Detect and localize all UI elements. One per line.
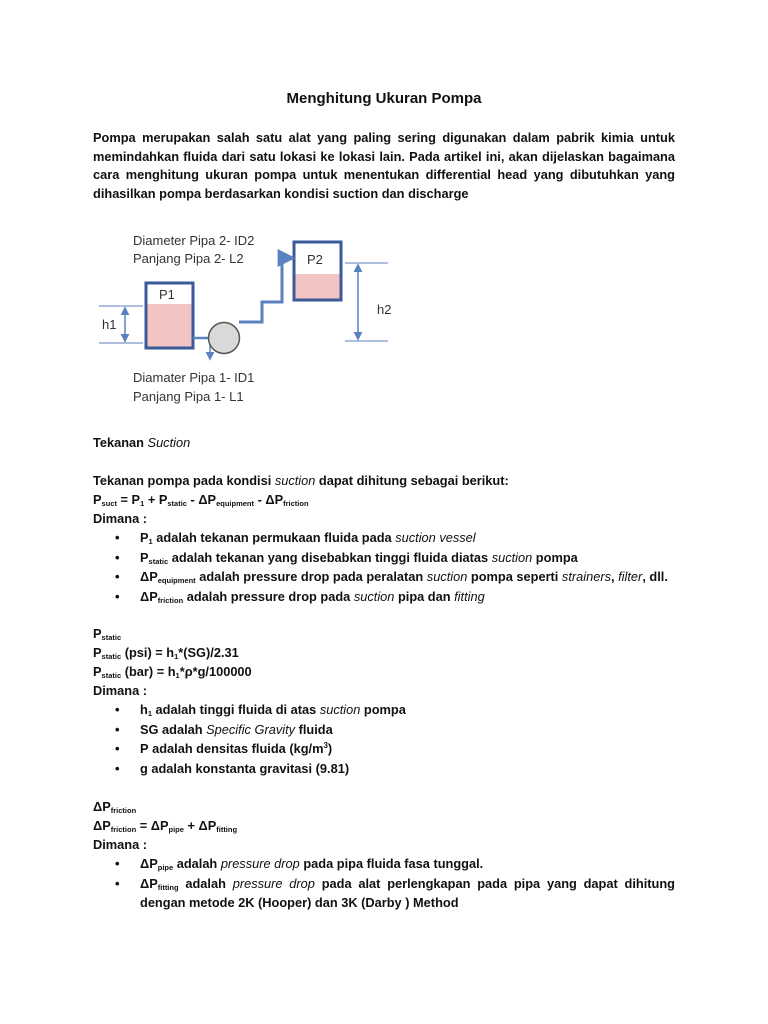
text-run: pompa [360,702,406,717]
text-run: friction [110,825,137,834]
text-run: adalah [173,856,221,871]
suction-section [93,471,693,606]
h2-label: h2 [377,302,392,317]
pipe2-length-label: Panjang Pipa 2- L2 [133,251,244,266]
text-run: Suction [147,435,191,450]
suction-formula [93,490,693,509]
text-run: ΔP [140,856,158,871]
text-run: friction [283,499,309,508]
text-run: discharge [408,185,469,201]
pipe2-diameter-label: Diameter Pipa 2- ID2 [133,233,255,248]
text-run: P [93,626,102,641]
text-run: - ΔP [186,492,217,507]
text-run: pada alat perlengkapan pada pipa yang dapat dihitung dengan metode 2K (Hooper) dan 3K (Darby ) Method [140,875,675,910]
page-title: Menghitung Ukuran Pompa [286,90,482,107]
text-run: , [611,569,619,585]
text-run: (bar) = h [121,664,176,679]
h1-label: h1 [102,317,117,332]
text-run: equipment [216,499,255,508]
text-run: 1 [175,671,180,680]
tank2-liquid [296,274,340,299]
text-run: fitting [157,882,179,892]
text-run: filter [618,569,643,585]
text-run: dan [378,185,409,201]
text-run: static [148,556,169,566]
text-run: suction [274,473,316,488]
text-run: P [93,664,102,679]
text-run: Specific Gravity [206,721,296,737]
text-run: 3 [323,741,328,751]
list-item [93,700,693,720]
text-run: friction [110,806,137,815]
text-run: suction [491,549,533,565]
list-item [93,720,693,740]
text-run: P [140,549,149,565]
text-run: = ΔP [136,818,169,833]
text-run: static [101,652,122,661]
pump-diagram-svg [93,222,413,412]
text-run: 1 [174,652,179,661]
text-run: SG adalah [140,721,207,737]
text-run: ) [327,741,333,757]
text-run: static [101,671,122,680]
static-dimana-label: Dimana : [93,683,148,698]
text-run: fluida [295,721,333,737]
text-run: = P [116,492,141,507]
list-item [93,759,693,779]
text-run: yang dibutuhkan yang dihasilkan pompa berdasarkan kondisi [93,167,676,201]
text-run: + P [144,492,168,507]
text-run: dapat dihitung sebagai berikut: [315,473,509,488]
text-run: static [167,499,187,508]
static-formula-psi [93,643,693,662]
text-run: *ρ*g/100000 [179,664,252,679]
pump-icon [209,323,240,354]
text-run: suction [319,702,361,717]
list-item [93,528,693,548]
list-item [93,548,693,568]
text-run: pompa seperti [467,569,562,585]
pipe-guide [239,258,295,320]
text-run: friction [157,595,184,605]
list-item [93,587,693,607]
text-run: suction vessel [395,530,476,545]
text-run: ΔP [140,569,158,585]
friction-dimana-label: Dimana : [93,837,148,852]
text-run: adalah pressure drop pada [183,588,354,604]
text-run: suction [353,588,395,604]
text-run: equipment [157,576,196,586]
list-item [93,739,693,759]
text-run: adalah tekanan permukaan fluida pada [152,530,396,545]
text-run: pipe [168,825,184,834]
text-run: pipa dan [394,588,455,604]
text-run: , dll. [642,569,668,585]
text-run: ΔP [140,588,158,604]
friction-formula [93,816,693,835]
text-run: g adalah konstanta gravitasi (9.81) [140,760,350,776]
static-bullet-list [93,700,693,778]
text-run: Ρ adalah densitas fluida (kg/m [140,741,324,757]
pipe1-length-label: Panjang Pipa 1- L1 [133,389,244,404]
tank1-label: P1 [159,287,175,302]
static-formula-bar [93,662,693,681]
text-run: 1 [140,499,145,508]
suction-heading-block [93,433,693,452]
text-run: pressure drop [232,875,315,891]
text-run: Pompa merupakan salah satu alat yang paling sering digunakan dalam pabrik kimia untuk memindahkan fluida dari satu lokasi ke lokasi lain. Pada artikel ini, akan dijelaskan bagaimana cara menghitung ukuran pompa untuk menentukan [93,130,675,182]
suction-intro [93,471,693,490]
text-run: differential head [425,167,528,182]
text-run: P [93,645,102,660]
text-run: pipe [157,863,174,872]
text-run: suct [101,499,117,508]
text-run: adalah pressure drop pada peralatan [195,569,427,585]
text-run: ΔP [93,818,111,833]
static-heading [93,624,693,643]
friction-heading [93,797,693,816]
text-run: adalah tekanan yang disebabkan tinggi fluida diatas [168,549,492,565]
text-run: Tekanan pompa pada kondisi [93,473,275,488]
text-run: (psi) = h [121,645,175,660]
list-item [93,874,675,912]
text-run: static [101,633,122,642]
pump-diagram [93,222,413,412]
text-run: Tekanan [93,435,148,450]
text-run: pada pipa fluida fasa tunggal. [299,856,484,871]
text-run: P [93,492,102,507]
friction-section [93,797,693,912]
text-run: + ΔP [183,818,217,833]
text-run: pompa [532,549,578,565]
discharge-pipe [239,258,292,322]
list-item [93,854,693,874]
list-item [93,567,693,587]
text-run: suction [426,569,468,585]
static-section [93,624,693,778]
text-run: suction [332,185,379,201]
tank1-liquid [148,304,192,347]
text-run: fitting [216,825,238,834]
text-run: h [140,702,148,717]
suction-heading [93,433,693,452]
text-run: strainers [561,569,611,585]
text-run: ΔP [140,875,158,891]
text-run: 1 [147,709,152,718]
intro-paragraph [93,129,675,203]
tank2-label: P2 [307,252,323,267]
text-run: adalah tinggi fluida di atas [152,702,320,717]
pipe1-diameter-label: Diamater Pipa 1- ID1 [133,370,255,385]
text-run: *(SG)/2.31 [178,645,239,660]
text-run: P [140,530,149,545]
friction-bullet-list [93,854,693,912]
suction-dimana-label: Dimana : [93,511,148,526]
text-run: 1 [148,537,153,546]
text-run: fitting [454,588,485,604]
text-run: - ΔP [254,492,284,507]
text-run: ΔP [93,799,111,814]
text-run: adalah [178,875,233,891]
text-run: pressure drop [220,856,300,871]
suction-bullet-list [93,528,693,606]
